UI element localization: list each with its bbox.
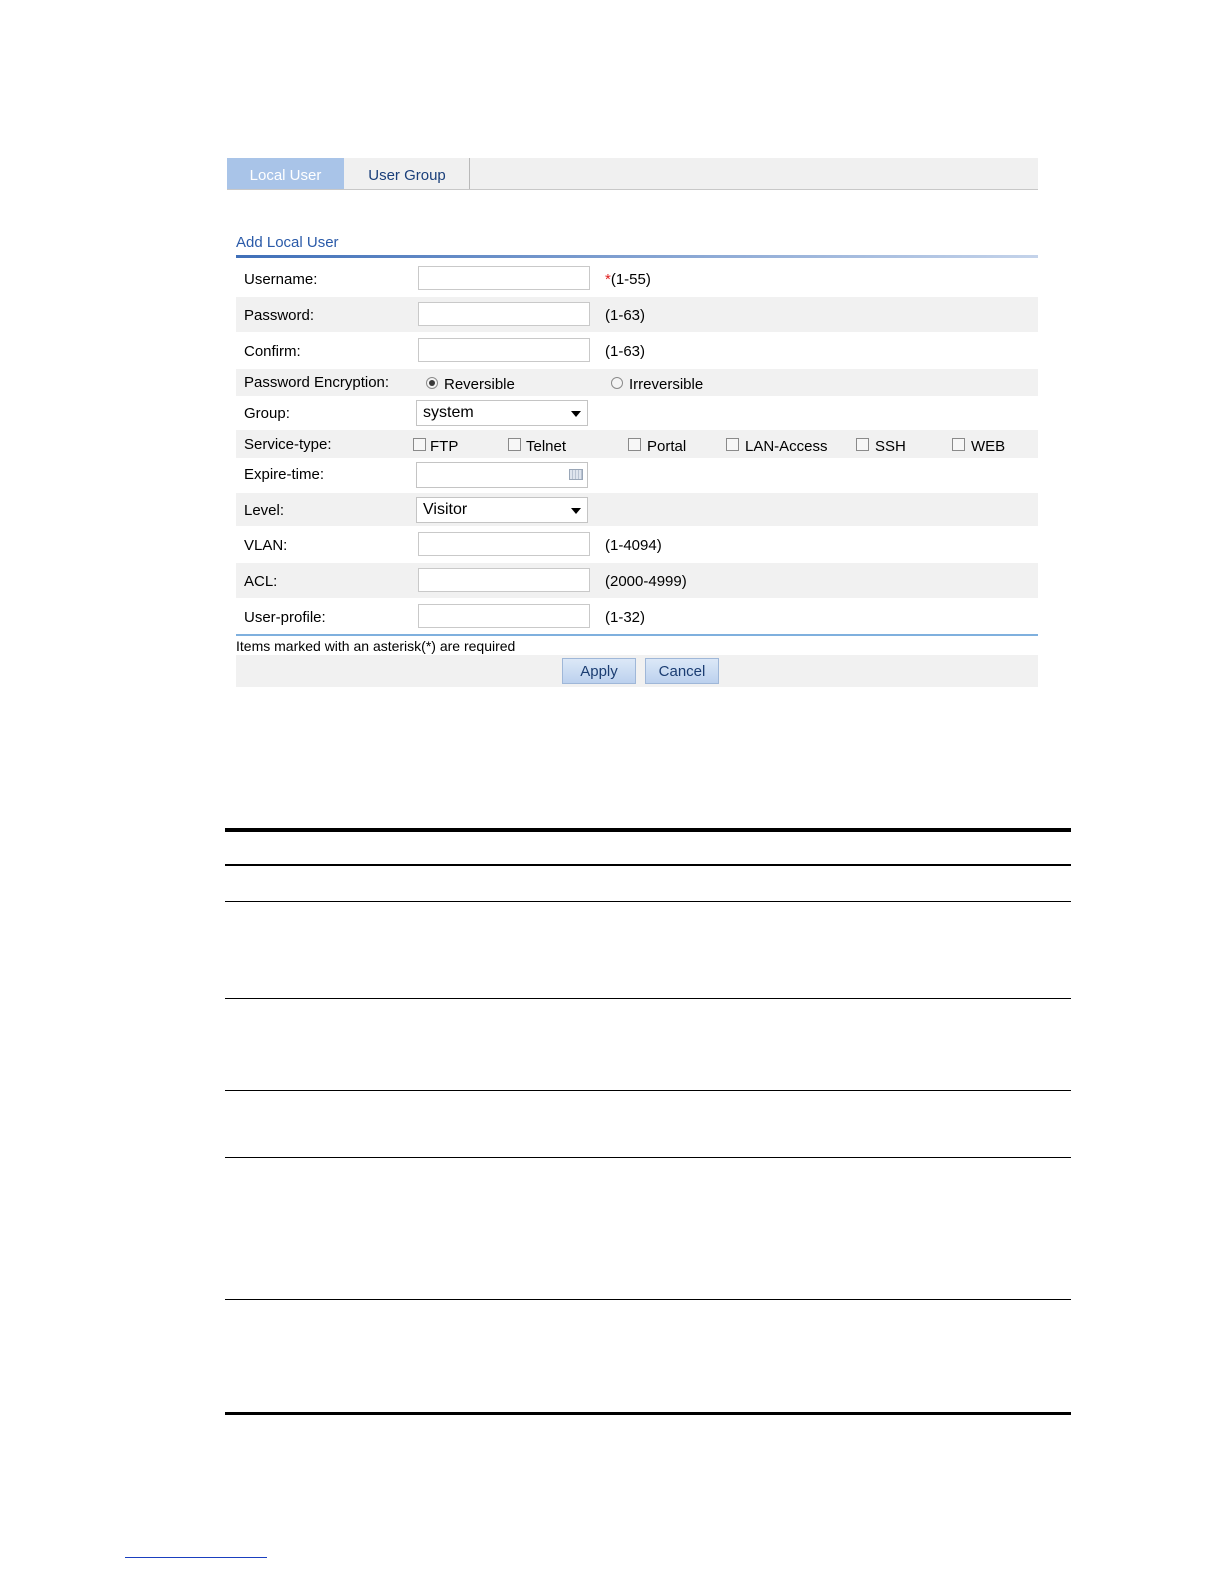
password-hint: (1-63) [605,307,646,324]
vlan-input[interactable] [418,532,590,556]
table-row-divider [225,1090,1071,1091]
password-input[interactable] [418,302,590,326]
level-label: Level: [244,502,285,519]
ftp-label: FTP [430,438,459,455]
confirm-input[interactable] [418,338,590,362]
vlan-row [236,527,1038,562]
chevron-down-icon [571,508,581,514]
tab-bar [227,158,1038,190]
confirm-label: Confirm: [244,343,301,360]
button-bar [236,655,1038,687]
tab-user-group[interactable]: User Group [345,158,470,189]
expire-time-input[interactable] [416,462,588,488]
service-type-label: Service-type: [244,436,332,453]
required-asterisk: * [605,271,611,288]
checkbox-ftp[interactable] [413,438,426,451]
group-row [236,397,1038,429]
encryption-label: Password Encryption: [244,374,390,391]
user-profile-input[interactable] [418,604,590,628]
acl-row [236,563,1038,598]
checkbox-portal[interactable] [628,438,641,451]
telnet-label: Telnet [526,438,567,455]
irreversible-label: Irreversible [629,376,704,393]
password-label: Password: [244,307,315,324]
table-row-divider [225,1157,1071,1158]
lan-access-label: LAN-Access [745,438,828,455]
acl-hint: (2000-4999) [605,573,687,590]
form-bottom-divider [236,634,1038,636]
acl-label: ACL: [244,573,278,590]
expire-time-row [236,459,1038,492]
username-hint [605,271,651,288]
group-selected-value: system [423,404,474,421]
vlan-hint: (1-4094) [605,537,662,554]
expire-time-label: Expire-time: [244,466,325,483]
user-profile-label: User-profile: [244,609,326,626]
required-note: Items marked with an asterisk(*) are required [236,638,516,654]
username-range: (1-55) [610,271,651,288]
radio-reversible[interactable] [426,377,438,389]
user-profile-row [236,599,1038,634]
username-label: Username: [244,271,318,288]
table-row-divider [225,901,1071,902]
table-header-rule [225,864,1071,866]
level-select[interactable] [416,497,588,523]
table-bottom-rule [225,1412,1071,1415]
level-row [236,493,1038,526]
encryption-row [236,369,1038,396]
web-label: WEB [971,438,1006,455]
portal-label: Portal [647,438,687,455]
user-profile-hint: (1-32) [605,609,646,626]
footer-link-underline [125,1557,267,1558]
section-title: Add Local User [236,234,339,251]
reversible-label: Reversible [444,376,515,393]
password-row [236,297,1038,332]
cancel-button[interactable]: Cancel [645,658,719,684]
group-select[interactable] [416,400,588,426]
level-selected-value: Visitor [423,501,468,518]
calendar-icon[interactable] [569,469,583,480]
username-input[interactable] [418,266,590,290]
table-top-rule [225,828,1071,832]
apply-button[interactable]: Apply [562,658,636,684]
service-type-row [236,430,1038,458]
table-row-divider [225,998,1071,999]
chevron-down-icon [571,411,581,417]
vlan-label: VLAN: [244,537,288,554]
username-row [236,262,1038,296]
checkbox-ssh[interactable] [856,438,869,451]
acl-input[interactable] [418,568,590,592]
checkbox-telnet[interactable] [508,438,521,451]
confirm-hint: (1-63) [605,343,646,360]
checkbox-web[interactable] [952,438,965,451]
ssh-label: SSH [875,438,906,455]
confirm-row [236,333,1038,368]
radio-irreversible[interactable] [611,377,623,389]
group-label: Group: [244,405,290,422]
checkbox-lan-access[interactable] [726,438,739,451]
table-row-divider [225,1299,1071,1300]
tab-local-user[interactable]: Local User [227,158,344,189]
section-title-divider [236,255,1038,258]
